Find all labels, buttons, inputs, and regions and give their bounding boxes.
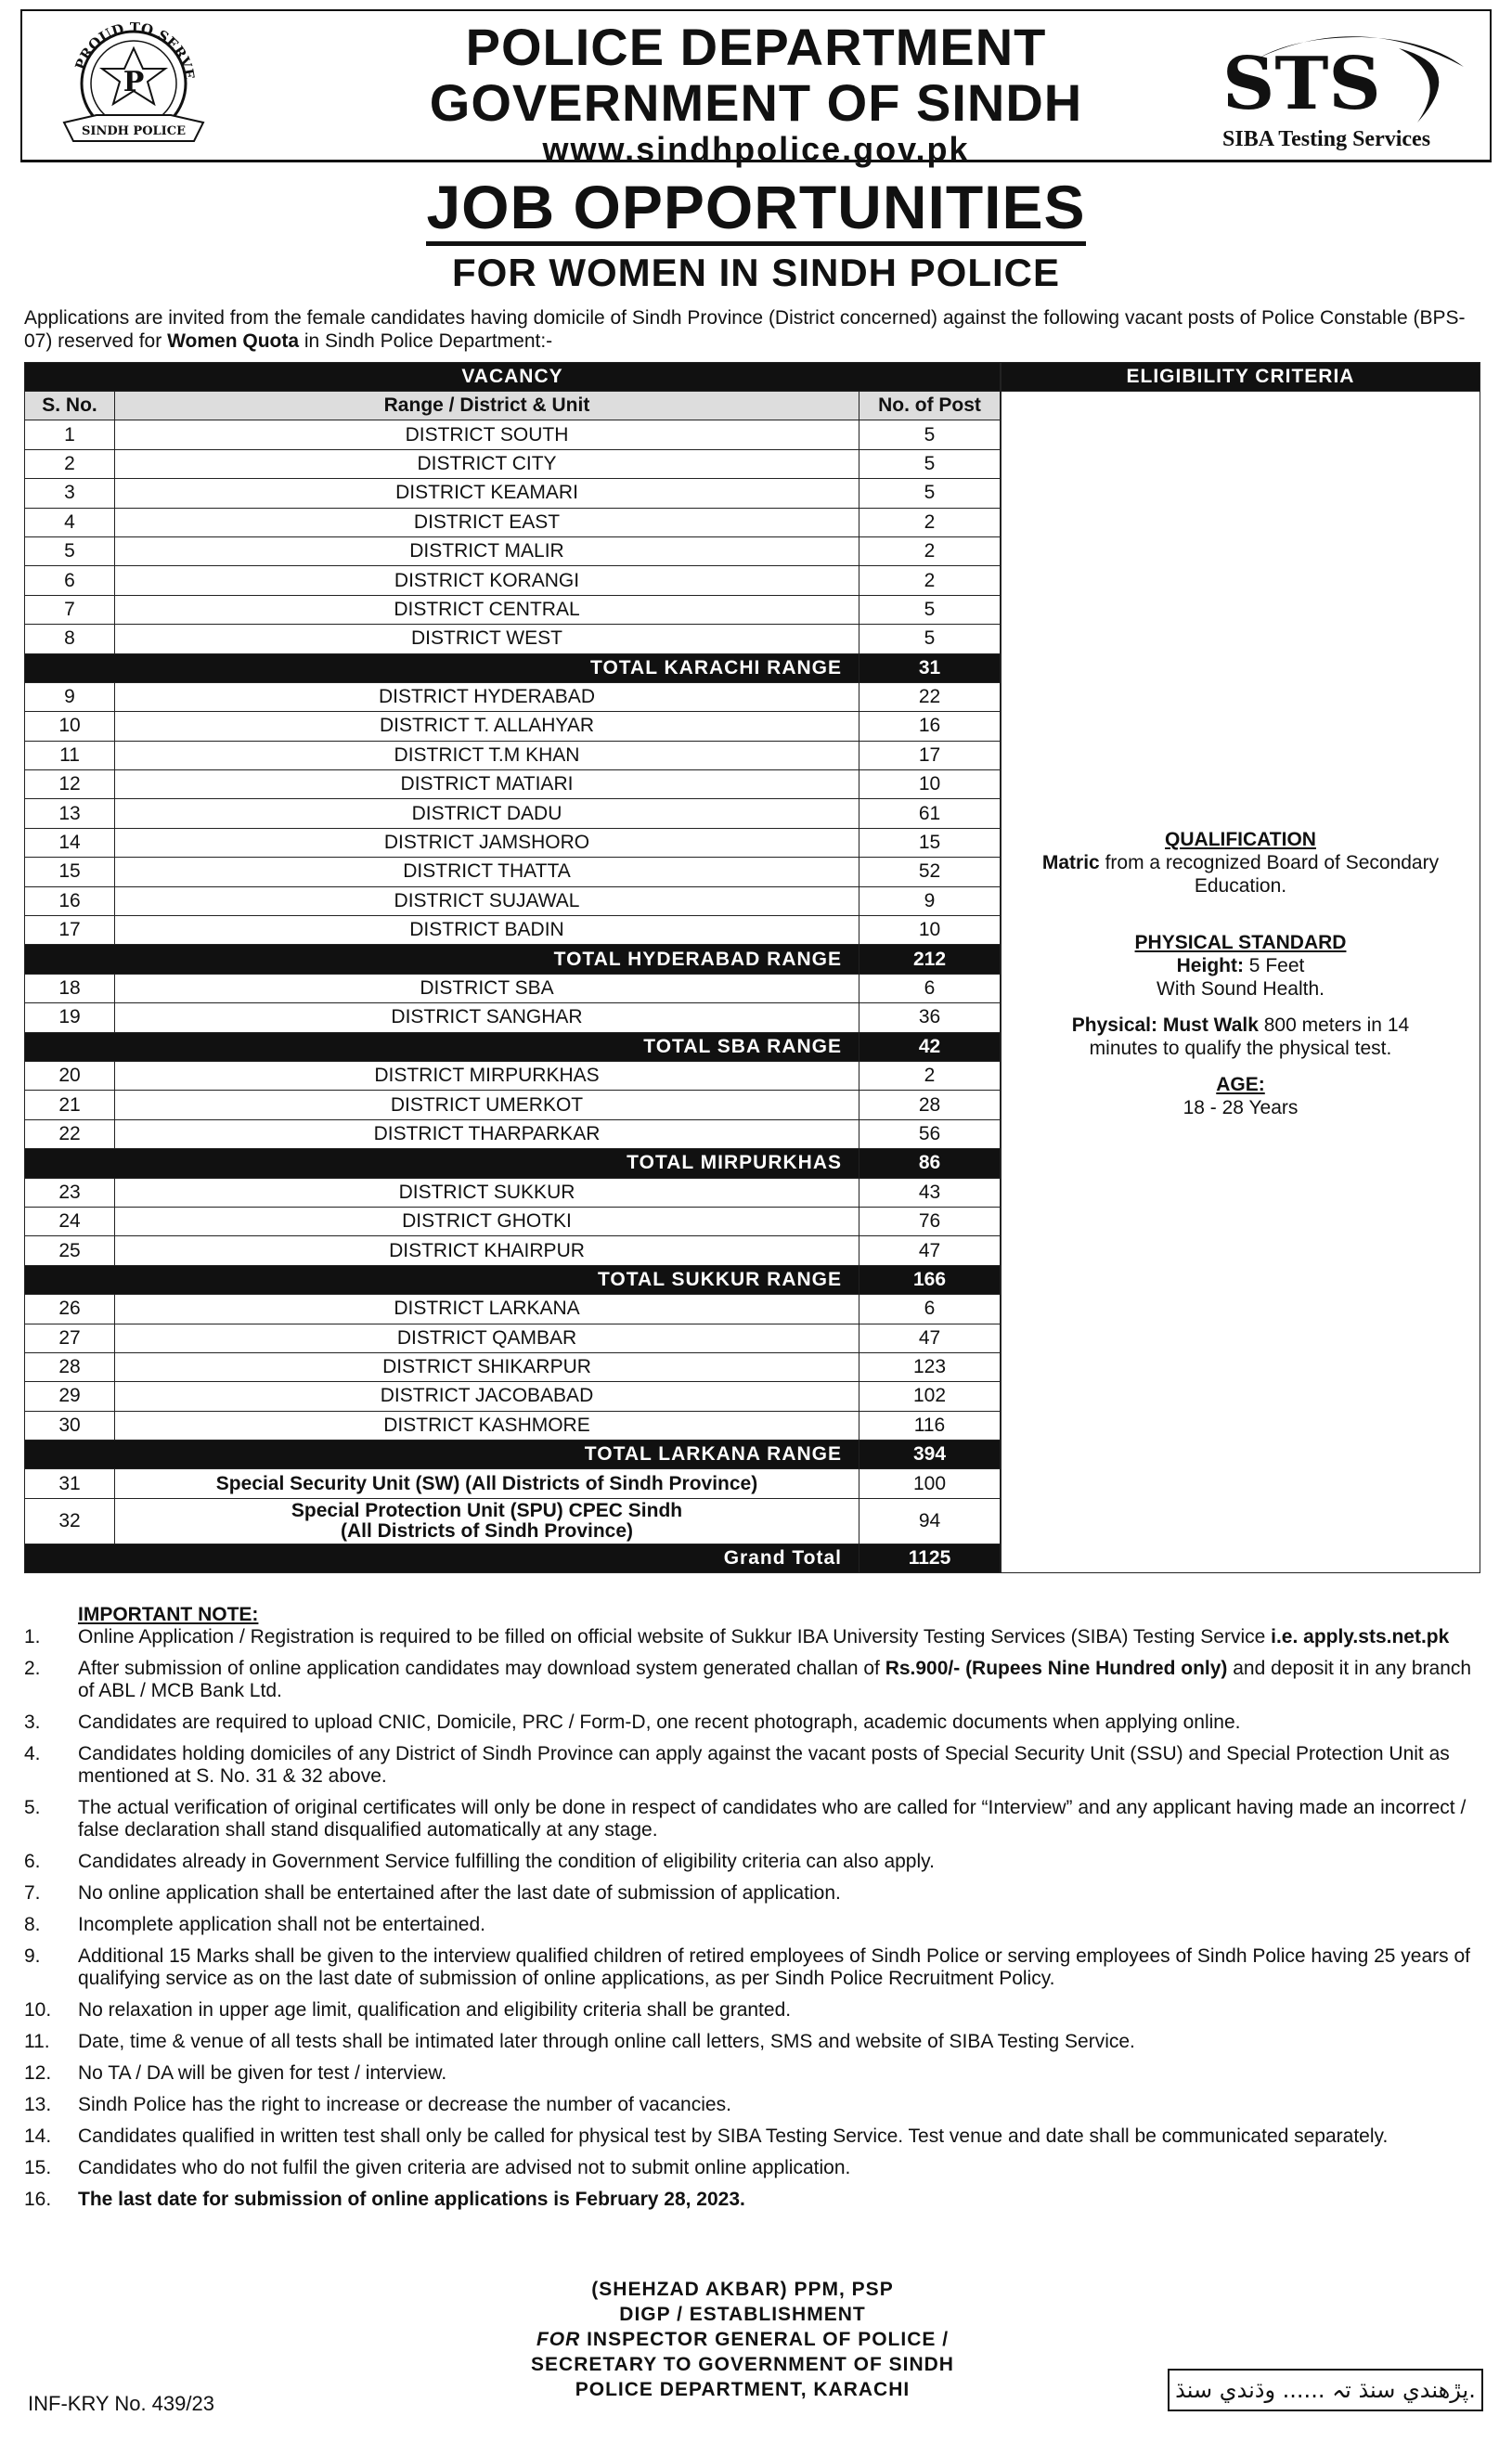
note-item: [24, 2031, 1493, 2053]
cell-posts: 9: [859, 886, 1001, 915]
cell-district: DISTRICT SOUTH: [115, 420, 859, 449]
cell-posts: 6: [859, 974, 1001, 1002]
cell-district: DISTRICT SBA: [115, 974, 859, 1002]
note-item: [24, 1882, 1493, 1905]
note-item: [24, 1743, 1493, 1788]
cell-posts: 10: [859, 916, 1001, 945]
cell-posts: 43: [859, 1178, 1001, 1207]
note-item: [24, 2189, 1493, 2211]
cell-district-line1: Special Protection Unit (SPU) CPEC Sindh: [291, 1499, 683, 1521]
cell-sno: 7: [25, 595, 115, 624]
note-text: After submission of online application candidates may download system generated challan of: [78, 1658, 885, 1679]
grand-total-value: 1125: [859, 1544, 1001, 1572]
cell-sno: 21: [25, 1091, 115, 1119]
range-total-label: TOTAL SUKKUR RANGE: [25, 1265, 859, 1294]
col-header-posts: No. of Post: [859, 392, 1001, 420]
note-number: 16.: [24, 2189, 52, 2210]
note-text-bold: The last date for submission of online applications is February 28, 2023.: [78, 2189, 745, 2210]
note-number: 11.: [24, 2031, 50, 2052]
cell-posts: 2: [859, 508, 1001, 536]
svg-text:STS: STS: [1222, 42, 1381, 126]
cell-posts: 2: [859, 536, 1001, 565]
note-text: No online application shall be entertained after the last date of submission of application.: [78, 1882, 841, 1904]
eligibility-header: ELIGIBILITY CRITERIA: [1002, 363, 1480, 392]
cell-posts: 22: [859, 682, 1001, 711]
note-text: The actual verification of original certificates will only be done in respect of candidates who are called for “Interview” and any applicant having made an incorrect / false declaration shall stand disqualified automatically at any stage.: [78, 1797, 1467, 1841]
note-item: [24, 2062, 1493, 2085]
note-item: [24, 1945, 1493, 1990]
note-text: Candidates are required to upload CNIC, Domicile, PRC / Form-D, one recent photograph, academic documents when applying online.: [78, 1712, 1241, 1733]
cell-sno: 20: [25, 1061, 115, 1090]
note-number: 15.: [24, 2157, 52, 2178]
col-header-range: Range / District & Unit: [115, 392, 859, 420]
cell-sno: 4: [25, 508, 115, 536]
cell-district: DISTRICT BADIN: [115, 916, 859, 945]
cell-posts: 16: [859, 712, 1001, 741]
note-number: 6.: [24, 1851, 41, 1872]
note-number: 13.: [24, 2094, 52, 2115]
cell-sno: 16: [25, 886, 115, 915]
cell-sno: 15: [25, 858, 115, 886]
department-title: POLICE DEPARTMENT: [465, 18, 1047, 76]
cell-sno: 30: [25, 1411, 115, 1440]
government-title: GOVERNMENT OF SINDH: [429, 73, 1083, 132]
cell-district: DISTRICT KORANGI: [115, 566, 859, 595]
cell-district: DISTRICT T.M KHAN: [115, 741, 859, 769]
vacancy-table: [24, 362, 1480, 1573]
cell-sno: 3: [25, 479, 115, 508]
cell-posts: 15: [859, 828, 1001, 857]
job-subtitle: FOR WOMEN IN SINDH POLICE: [452, 251, 1060, 294]
job-opportunities-title: JOB OPPORTUNITIES: [0, 172, 1512, 242]
note-item: [24, 1851, 1493, 1873]
qualification-title: QUALIFICATION: [1165, 829, 1316, 850]
cell-posts: 52: [859, 858, 1001, 886]
cell-sno: 32: [25, 1498, 115, 1544]
note-number: 3.: [24, 1712, 41, 1733]
cell-district: DISTRICT EAST: [115, 508, 859, 536]
note-text: Candidates holding domiciles of any District of Sindh Province can apply against the vacant posts of Special Security Unit (SSU) and Special Protection Unit as mentioned at S. No. 31 & 32 above.: [78, 1743, 1450, 1787]
note-text: Additional 15 Marks shall be given to the interview qualified children of retired employees of Sindh Police or serving employees of Sindh Police having 25 years of qualifying service as on the last date of submission of online applications, as per Sindh Police Recruitment Policy.: [78, 1945, 1471, 1989]
cell-sno: 2: [25, 449, 115, 478]
cell-posts: 123: [859, 1352, 1001, 1381]
cell-district: DISTRICT DADU: [115, 799, 859, 828]
grand-total-label: Grand Total: [25, 1544, 859, 1572]
cell-sno: 14: [25, 828, 115, 857]
note-number: 5.: [24, 1797, 41, 1818]
col-header-sno: S. No.: [25, 392, 115, 420]
note-number: 1.: [24, 1626, 41, 1647]
age-text: 18 - 28 Years: [1182, 1097, 1299, 1118]
cell-posts: 5: [859, 420, 1001, 449]
cell-sno: 24: [25, 1207, 115, 1235]
cell-posts: 2: [859, 566, 1001, 595]
cell-district: DISTRICT JAMSHORO: [115, 828, 859, 857]
cell-posts: 36: [859, 1003, 1001, 1032]
cell-sno: 23: [25, 1178, 115, 1207]
cell-district: DISTRICT SANGHAR: [115, 1003, 859, 1032]
cell-district: DISTRICT GHOTKI: [115, 1207, 859, 1235]
range-total-value: 86: [859, 1149, 1001, 1178]
note-item: [24, 1712, 1493, 1734]
cell-district: DISTRICT LARKANA: [115, 1295, 859, 1324]
range-total-label: TOTAL KARACHI RANGE: [25, 653, 859, 682]
cell-sno: 12: [25, 770, 115, 799]
height-text: Height: 5 Feet: [1176, 955, 1305, 976]
cell-sno: 26: [25, 1295, 115, 1324]
note-number: 8.: [24, 1914, 41, 1935]
cell-district-line2: (All Districts of Sindh Province): [340, 1519, 634, 1542]
note-text: No relaxation in upper age limit, qualification and eligibility criteria shall be granted.: [78, 1999, 792, 2021]
signature-block: [464, 2277, 1021, 2402]
cell-posts: 17: [859, 741, 1001, 769]
cell-sno: 31: [25, 1469, 115, 1498]
cell-sno: 13: [25, 799, 115, 828]
note-number: 7.: [24, 1882, 41, 1904]
cell-posts: 116: [859, 1411, 1001, 1440]
cell-district: DISTRICT CITY: [115, 449, 859, 478]
important-notes: [24, 1604, 1493, 2220]
cell-district: DISTRICT THARPARKAR: [115, 1119, 859, 1148]
cell-sno: 8: [25, 625, 115, 653]
cell-sno: 29: [25, 1382, 115, 1411]
signatory-line3: FOR INSPECTOR GENERAL OF POLICE /: [536, 2329, 950, 2350]
note-text: Date, time & venue of all tests shall be intimated later through online call letters, SMS and website of SIBA Testing Service.: [78, 2031, 1135, 2052]
cell-posts: 28: [859, 1091, 1001, 1119]
range-total-value: 166: [859, 1265, 1001, 1294]
qualification-text: Matric from a recognized Board of Secondary Education.: [1041, 852, 1440, 897]
cell-district: Special Security Unit (SW) (All Districts of Sindh Province): [115, 1469, 859, 1498]
cell-district: DISTRICT KASHMORE: [115, 1411, 859, 1440]
cell-posts: 76: [859, 1207, 1001, 1235]
range-total-value: 212: [859, 945, 1001, 974]
cell-district: DISTRICT WEST: [115, 625, 859, 653]
cell-sno: 6: [25, 566, 115, 595]
cell-posts: 61: [859, 799, 1001, 828]
cell-district: DISTRICT JACOBABAD: [115, 1382, 859, 1411]
cell-posts: 56: [859, 1119, 1001, 1148]
note-text-bold: i.e. apply.sts.net.pk: [1271, 1626, 1450, 1647]
cell-district: DISTRICT T. ALLAHYAR: [115, 712, 859, 741]
range-total-label: TOTAL SBA RANGE: [25, 1032, 859, 1061]
note-item: [24, 1999, 1493, 2022]
note-item: [24, 1626, 1493, 1648]
note-text-post: and deposit it in any branch of ABL / MCB Bank Ltd.: [78, 1658, 1472, 1701]
cell-district: DISTRICT THATTA: [115, 858, 859, 886]
cell-posts: 5: [859, 625, 1001, 653]
svg-text:P: P: [123, 66, 145, 98]
health-text: With Sound Health.: [1157, 978, 1325, 1000]
cell-posts: 5: [859, 595, 1001, 624]
cell-sno: 1: [25, 420, 115, 449]
reference-number: INF-KRY No. 439/23: [28, 2392, 214, 2415]
cell-sno: 27: [25, 1324, 115, 1352]
range-total-label: TOTAL HYDERABAD RANGE: [25, 945, 859, 974]
note-number: 14.: [24, 2125, 52, 2147]
signatory-line5: POLICE DEPARTMENT, KARACHI: [575, 2379, 911, 2400]
vacancy-header: VACANCY: [25, 363, 1001, 392]
note-item: [24, 2094, 1493, 2116]
signatory-designation: DIGP / ESTABLISHMENT: [619, 2304, 866, 2325]
cell-district: DISTRICT KHAIRPUR: [115, 1236, 859, 1265]
cell-sno: 18: [25, 974, 115, 1002]
note-text: Sindh Police has the right to increase or decrease the number of vacancies.: [78, 2094, 731, 2115]
note-item: [24, 2157, 1493, 2179]
intro-paragraph: Applications are invited from the female candidates having domicile of Sindh Province (District concerned) against the following vacant posts of Police Constable (BPS-07) reserved for Women Quota in Sindh Police Department:-: [24, 307, 1466, 352]
range-total-value: 42: [859, 1032, 1001, 1061]
cell-posts: 2: [859, 1061, 1001, 1090]
cell-district: DISTRICT UMERKOT: [115, 1091, 859, 1119]
cell-sno: 9: [25, 682, 115, 711]
note-number: 10.: [24, 1999, 52, 2021]
svg-text:SIBA Testing Services: SIBA Testing Services: [1222, 127, 1431, 151]
signatory-name: (SHEHZAD AKBAR) PPM, PSP: [591, 2279, 894, 2300]
cell-posts: 10: [859, 770, 1001, 799]
cell-district: DISTRICT MATIARI: [115, 770, 859, 799]
cell-sno: 28: [25, 1352, 115, 1381]
cell-district: DISTRICT HYDERABAD: [115, 682, 859, 711]
cell-posts: 94: [859, 1498, 1001, 1544]
physical-test-text: Physical: Must Walk 800 meters in 14 minutes to qualify the physical test.: [1071, 1014, 1410, 1059]
note-item: [24, 2125, 1493, 2148]
note-number: 12.: [24, 2062, 52, 2084]
note-text: Candidates who do not fulfil the given criteria are advised not to submit online application.: [78, 2157, 851, 2178]
range-total-label: TOTAL LARKANA RANGE: [25, 1441, 859, 1469]
note-item: [24, 1914, 1493, 1936]
notes-title: IMPORTANT NOTE:: [78, 1604, 259, 1625]
note-number: 4.: [24, 1743, 41, 1764]
cell-posts: 5: [859, 479, 1001, 508]
cell-district: DISTRICT SHIKARPUR: [115, 1352, 859, 1381]
note-text: No TA / DA will be given for test / interview.: [78, 2062, 447, 2084]
cell-sno: 19: [25, 1003, 115, 1032]
note-text: Online Application / Registration is required to be filled on official website of Sukkur IBA University Testing Services (SIBA) Testing Service: [78, 1626, 1272, 1647]
note-number: 2.: [24, 1658, 41, 1679]
cell-posts: 47: [859, 1324, 1001, 1352]
cell-district: DISTRICT MIRPURKHAS: [115, 1061, 859, 1090]
note-text: Candidates already in Government Service fulfilling the condition of eligibility criteria can also apply.: [78, 1851, 935, 1872]
cell-district: DISTRICT CENTRAL: [115, 595, 859, 624]
range-total-label: TOTAL MIRPURKHAS: [25, 1149, 859, 1178]
svg-text:PROUD TO SERVE: PROUD TO SERVE: [71, 19, 198, 81]
urdu-slogan: پڙهندي سنڌ تہ ...... وڌندي سنڌ.: [1168, 2369, 1483, 2411]
cell-posts: 102: [859, 1382, 1001, 1411]
cell-district: DISTRICT SUJAWAL: [115, 886, 859, 915]
note-text: Incomplete application shall not be entertained.: [78, 1914, 485, 1935]
eligibility-criteria: [1002, 392, 1480, 1573]
cell-posts: 47: [859, 1236, 1001, 1265]
cell-sno: 17: [25, 916, 115, 945]
cell-district: DISTRICT QAMBAR: [115, 1324, 859, 1352]
cell-district: [115, 1498, 859, 1544]
svg-text:SINDH POLICE: SINDH POLICE: [81, 124, 187, 138]
cell-district: DISTRICT MALIR: [115, 536, 859, 565]
physical-standard-title: PHYSICAL STANDARD: [1134, 932, 1347, 953]
cell-posts: 6: [859, 1295, 1001, 1324]
header: [20, 9, 1492, 168]
range-total-value: 31: [859, 653, 1001, 682]
cell-sno: 22: [25, 1119, 115, 1148]
signatory-line4: SECRETARY TO GOVERNMENT OF SINDH: [531, 2354, 954, 2375]
website-link[interactable]: www.sindhpolice.gov.pk: [542, 130, 970, 168]
cell-district: DISTRICT KEAMARI: [115, 479, 859, 508]
note-text-bold: Rs.900/- (Rupees Nine Hundred only): [885, 1658, 1228, 1679]
range-total-value: 394: [859, 1441, 1001, 1469]
cell-posts: 100: [859, 1469, 1001, 1498]
note-number: 9.: [24, 1945, 41, 1967]
cell-posts: 5: [859, 449, 1001, 478]
cell-sno: 10: [25, 712, 115, 741]
cell-district: DISTRICT SUKKUR: [115, 1178, 859, 1207]
age-title: AGE:: [1216, 1074, 1265, 1095]
cell-sno: 25: [25, 1236, 115, 1265]
note-item: [24, 1658, 1493, 1702]
note-item: [24, 1797, 1493, 1841]
note-text: Candidates qualified in written test shall only be called for physical test by SIBA Testing Service. Test venue and date shall be communicated separately.: [78, 2125, 1389, 2147]
sts-logo-icon: [1213, 20, 1473, 160]
cell-sno: 11: [25, 741, 115, 769]
cell-sno: 5: [25, 536, 115, 565]
